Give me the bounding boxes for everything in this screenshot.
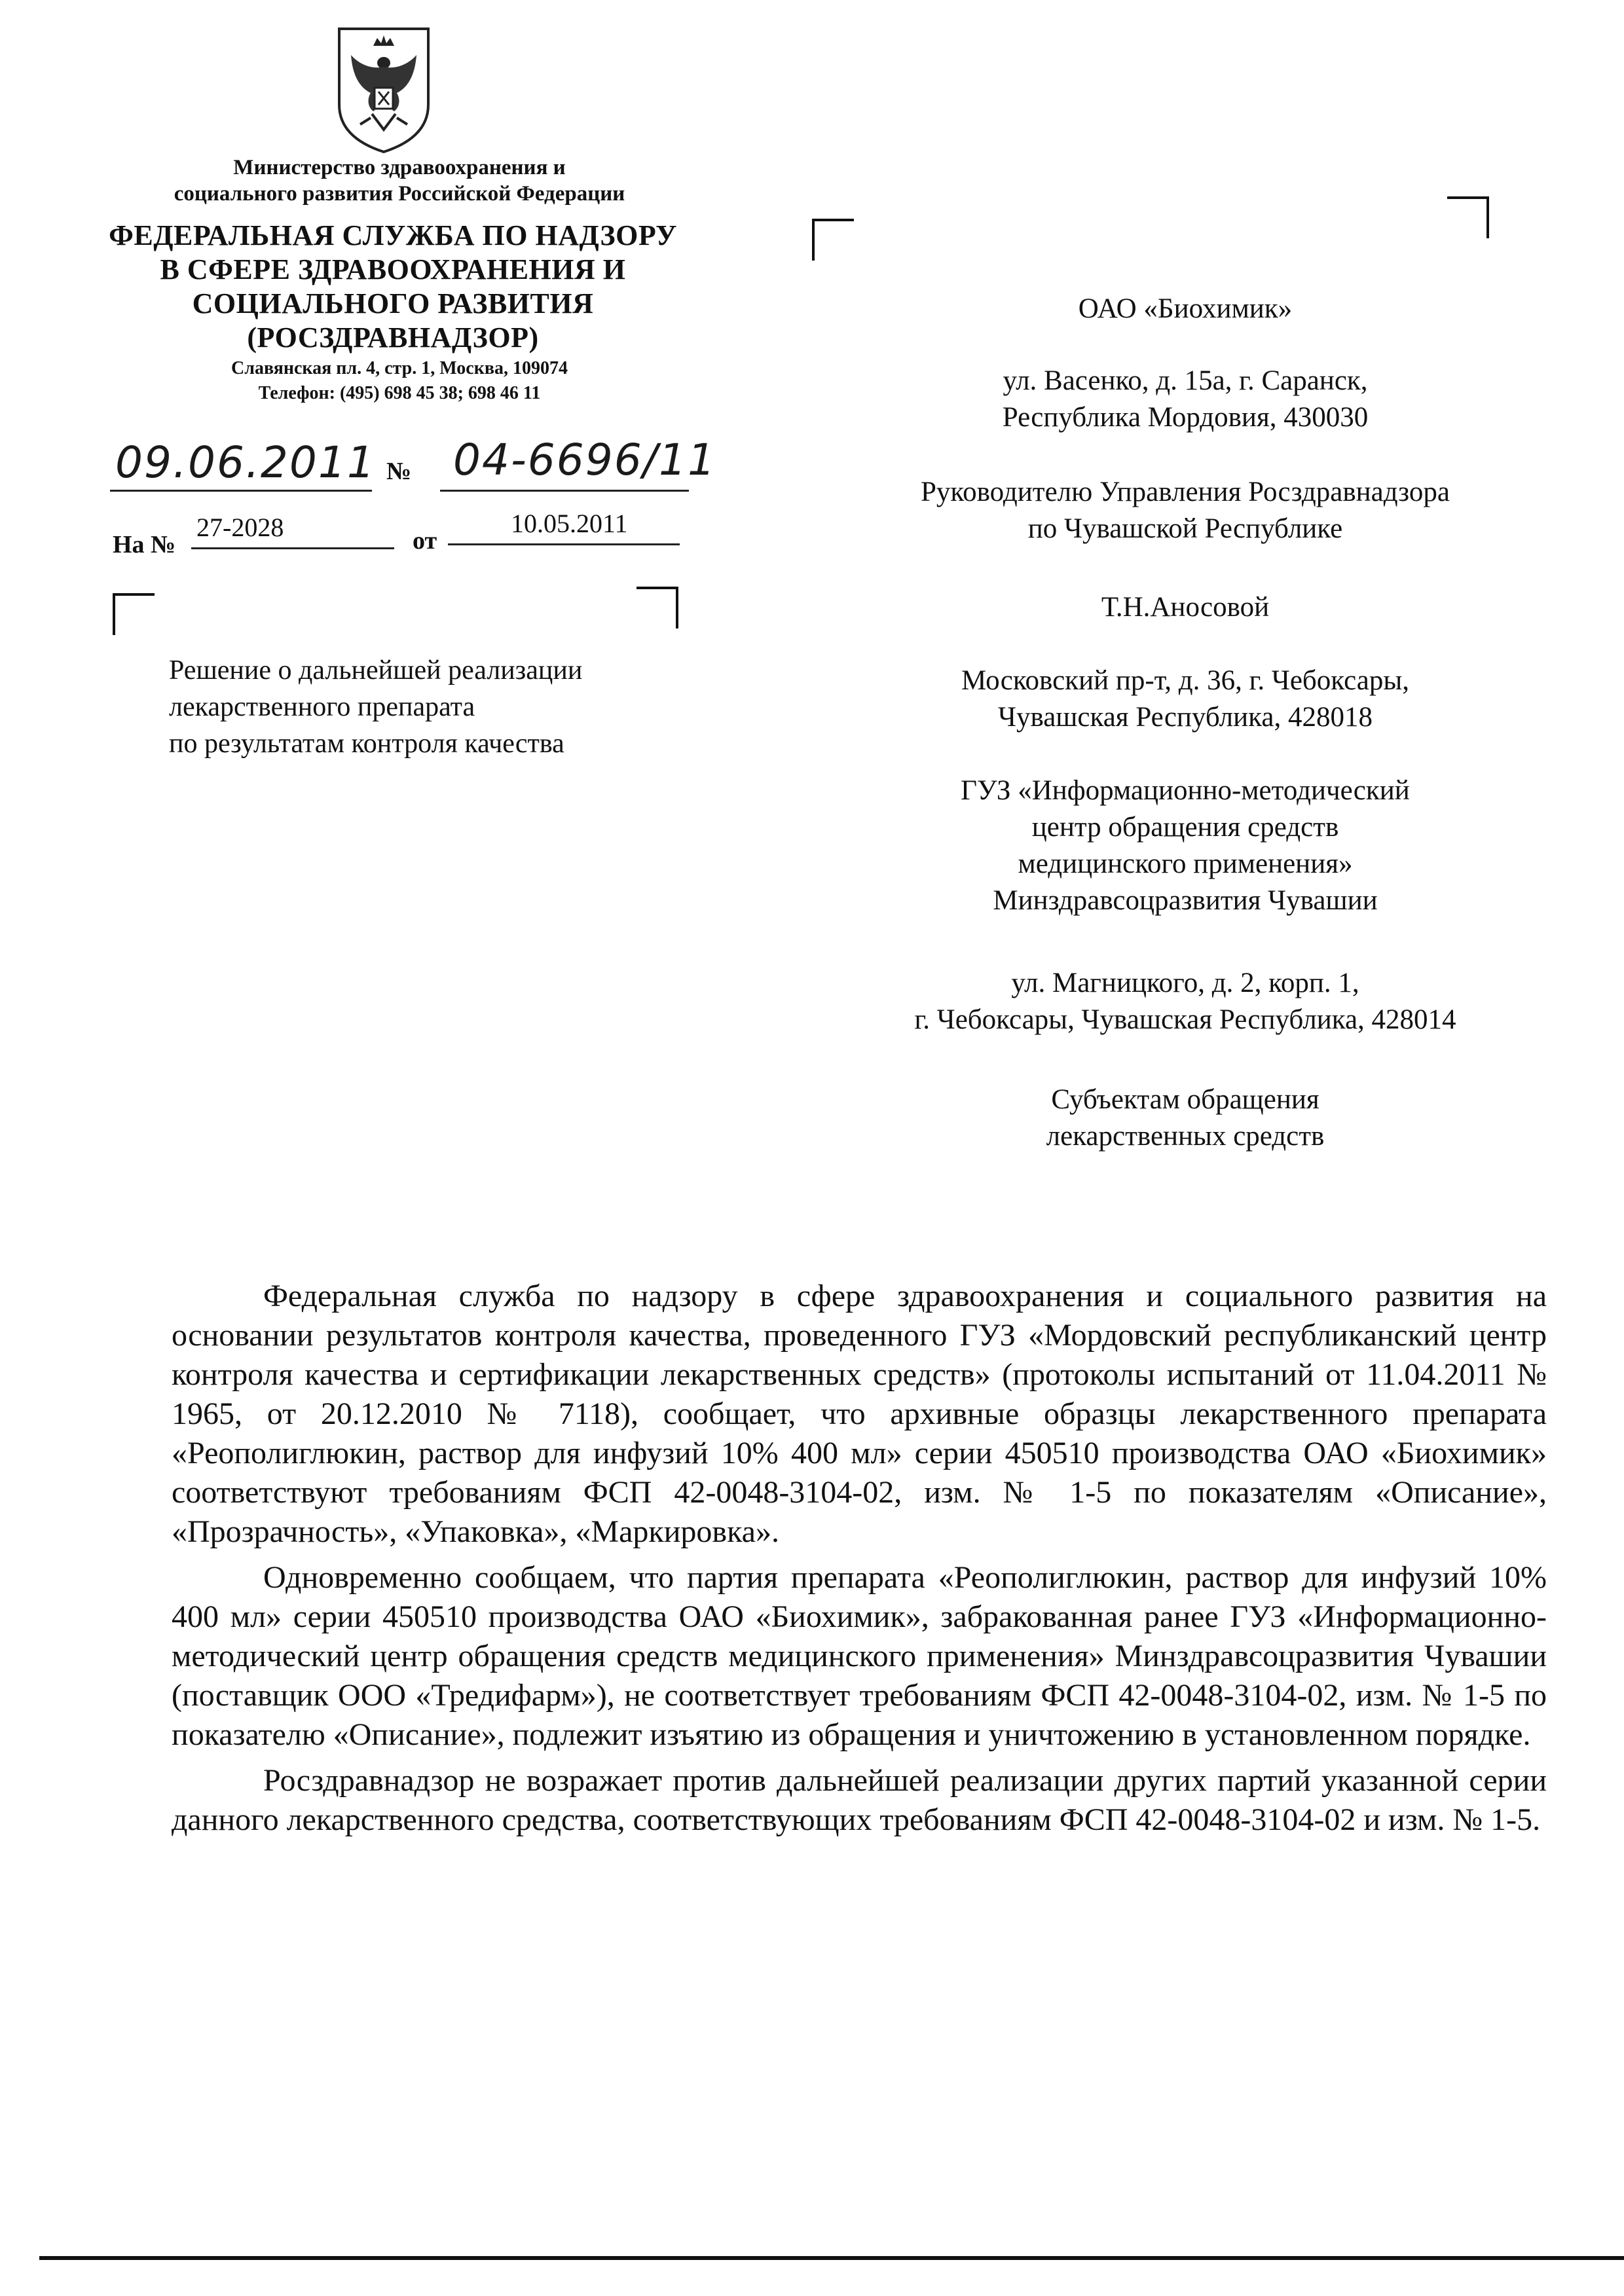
subject-line: по результатам контроля качества (169, 729, 564, 759)
bottom-divider (39, 2256, 1624, 2260)
body-paragraph: Росздравнадзор не возражает против дальнейшей реализации других партий указанной серии данного лекарственного средства, соответствующих требованиям ФСП 42-0048-3104-02 и изм. № 1-5. (172, 1763, 1547, 1837)
addressee-line: по Чувашской Республике (1027, 513, 1343, 544)
addressee-company (851, 291, 1519, 327)
number-sign: № (386, 458, 412, 485)
addressee-bracket-left (812, 219, 854, 261)
addressee-line: медицинского применения» (1018, 848, 1353, 879)
date-underline (110, 490, 372, 492)
addressee-line: лекарственных средств (1046, 1121, 1325, 1152)
addressee-line: Минздравсоцразвития Чувашии (993, 885, 1378, 916)
addressee-line: ОАО «Биохимик» (1078, 293, 1293, 324)
ministry-line: Министерство здравоохранения и (233, 156, 566, 179)
number-underline (440, 490, 689, 492)
addressee-line: Руководителю Управления Росздравнадзора (921, 477, 1450, 507)
service-line: В СФЕРЕ ЗДРАВООХРАНЕНИЯ И (160, 253, 626, 285)
service-line: (РОСЗДРАВНАДЗОР) (247, 321, 539, 354)
addressee-line: Республика Мордовия, 430030 (1002, 402, 1369, 433)
subject-line: Решение о дальнейшей реализации (169, 655, 583, 685)
ministry-name (131, 155, 668, 207)
addressee-market-subjects (851, 1082, 1519, 1155)
letterhead-phone: Телефон: (495) 698 45 38; 698 46 11 (258, 383, 541, 403)
reply-number-underline (191, 547, 394, 549)
addressee-line: центр обращения средств (1031, 812, 1339, 843)
addressee-line: Чувашская Республика, 428018 (998, 702, 1373, 733)
addressee-regional-head (851, 474, 1519, 547)
reply-date: 10.05.2011 (511, 509, 628, 538)
subject-bracket-right (637, 587, 678, 629)
handwritten-number: 04-6696/11 (453, 435, 716, 485)
addressee-line: ул. Васенко, д. 15а, г. Саранск, (1003, 365, 1368, 396)
addressee-info-center (851, 773, 1519, 919)
addressee-info-center-address (851, 965, 1519, 1038)
ministry-line: социального развития Российской Федерации (174, 182, 625, 206)
from-label: от (413, 527, 437, 555)
addressee-regional-address (851, 663, 1519, 736)
addressee-bracket-right (1447, 196, 1489, 238)
addressee-line: г. Чебоксары, Чувашская Республика, 428014 (914, 1004, 1456, 1035)
coat-of-arms-emblem (334, 26, 434, 155)
addressee-company-address (851, 363, 1519, 436)
reply-label: На № (113, 531, 176, 558)
letterhead-address: Славянская пл. 4, стр. 1, Москва, 109074 (231, 358, 568, 378)
body-paragraph: Федеральная служба по надзору в сфере здравоохранения и социального развития на основании результатов контроля качества, проведенного ГУЗ «Мордовский республиканский центр контроля качества и сертификации лекарственных средств» (протоколы испытаний от 11.04.2011 № 1965, от 20.12.2010 № 7118), сообщает, что архивные образцы лекарственного препарата «Реополиглюкин, раствор для инфузий 10% 400 мл» серии 450510 производства ОАО «Биохимик» соответствуют требованиям ФСП 42-0048-3104-02, изм. № 1-5 по показателям «Описание», «Прозрачность», «Упаковка», «Маркировка». (172, 1279, 1547, 1549)
reply-number: 27-2028 (196, 513, 284, 542)
body-paragraph: Одновременно сообщаем, что партия препарата «Реополиглюкин, раствор для инфузий 10% 400 мл» серии 450510 производства ОАО «Биохимик», забракованная ранее ГУЗ «Информационно-методический центр обращения средств медицинского применения» Минздравсоцразвития Чувашии (поставщик ООО «Тредифарм»), не соответствует требованиям ФСП 42-0048-3104-02, изм. № 1-5 по показателю «Описание», подлежит изъятию из обращения и уничтожению в установленном порядке. (172, 1560, 1547, 1752)
reply-date-underline (448, 543, 680, 545)
addressee-line: ул. Магницкого, д. 2, корп. 1, (1011, 968, 1359, 998)
letter-subject (169, 652, 706, 762)
service-line: СОЦИАЛЬНОГО РАЗВИТИЯ (192, 287, 594, 319)
subject-bracket-left (113, 593, 155, 635)
addressee-line: Т.Н.Аносовой (1101, 592, 1270, 623)
addressee-person (851, 589, 1519, 626)
letterhead-contacts (144, 356, 655, 406)
service-name (98, 219, 688, 355)
letter-body (172, 1277, 1547, 1846)
subject-line: лекарственного препарата (169, 692, 475, 722)
addressee-line: Субъектам обращения (1051, 1084, 1320, 1115)
service-line: ФЕДЕРАЛЬНАЯ СЛУЖБА ПО НАДЗОРУ (109, 219, 677, 251)
addressee-line: ГУЗ «Информационно-методический (961, 775, 1410, 806)
addressee-line: Московский пр-т, д. 36, г. Чебоксары, (961, 665, 1409, 696)
handwritten-date: 09.06.2011 (115, 437, 376, 488)
